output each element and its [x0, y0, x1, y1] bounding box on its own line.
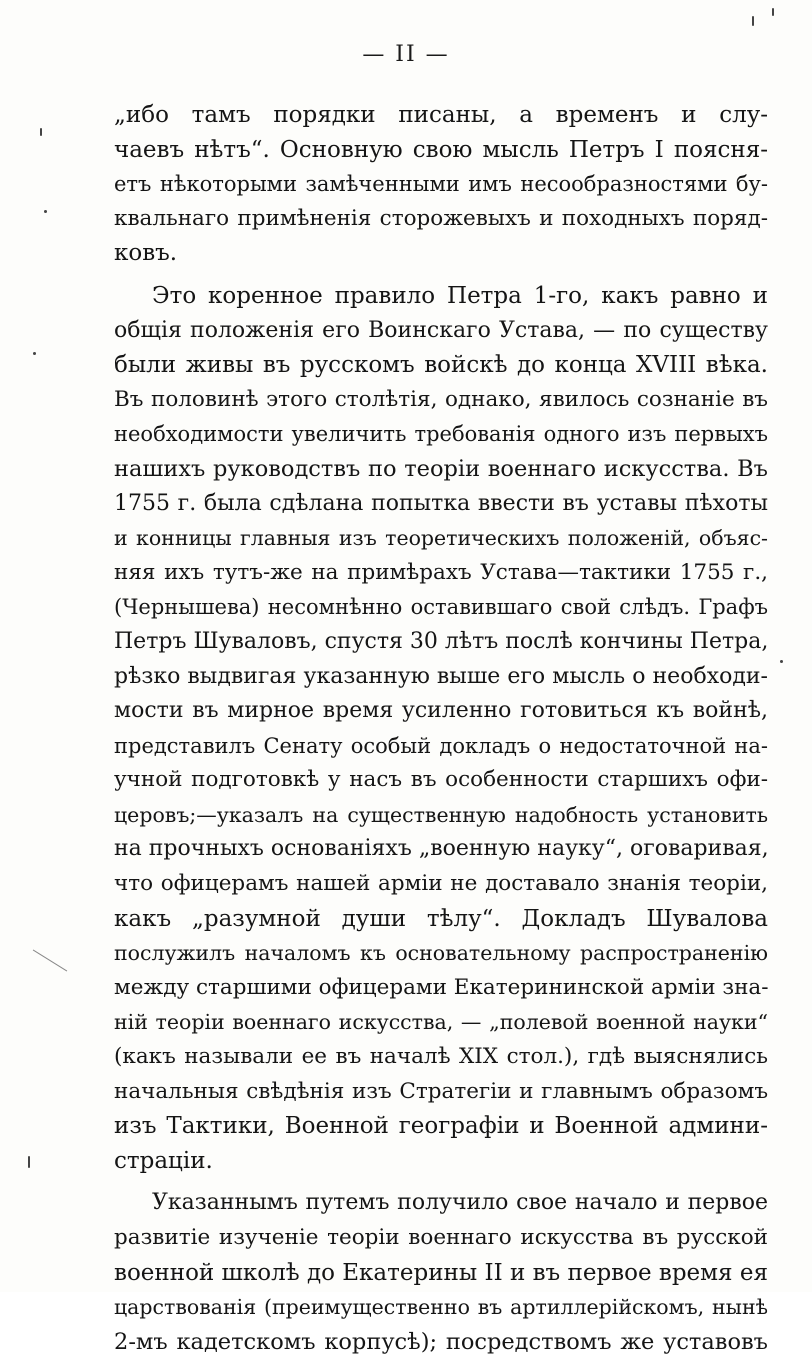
text-line: Указаннымъ путемъ получило свое начало и первое — [152, 1190, 768, 1216]
scan-speck — [40, 128, 42, 136]
text-line: рѣзко выдвигая указанную выше его мысль о необходи- — [114, 663, 768, 689]
text-line: Петръ Шуваловъ, спустя 30 лѣтъ послѣ кончины Петра, — [114, 628, 769, 654]
text-line: что офицерамъ нашей арміи не доставало знанія теоріи, — [114, 871, 768, 897]
scan-speck — [44, 210, 47, 213]
text-line: общія положенія его Воинскаго Устава, — по существу — [114, 317, 768, 343]
text-line: квальнаго примѣненія сторожевыхъ и походныхъ поряд- — [114, 205, 768, 231]
text-line: военной школѣ до Екатерины II и въ первое время ея — [114, 1259, 768, 1286]
text-line: (Чернышева) несомнѣнно оставившаго свой слѣдъ. Графъ — [114, 595, 768, 620]
body-text — [114, 98, 768, 1359]
text-line: мости въ мирное время усиленно готовиться къ войнѣ, — [114, 698, 768, 724]
text-line: необходимости увеличить требованія одного изъ первыхъ — [114, 422, 768, 447]
paragraph — [114, 98, 768, 271]
text-line: страціи. — [114, 1147, 213, 1174]
text-line: 1755 г. была сдѣлана попытка ввести въ уставы пѣхоты — [114, 490, 768, 516]
text-line: начальныя свѣдѣнія изъ Стратегіи и главнымъ образомъ — [114, 1078, 768, 1104]
scan-speck — [33, 352, 36, 355]
scan-speck — [780, 660, 783, 663]
text-line: между старшими офицерами Екатерининской арміи зна- — [114, 974, 769, 1000]
text-line: Въ половинѣ этого столѣтія, однако, явилось сознаніе въ — [114, 386, 768, 412]
scan-speck — [752, 16, 754, 26]
text-line: ковъ. — [114, 240, 178, 267]
text-line: няя ихъ тутъ-же на примѣрахъ Устава—тактики 1755 г., — [114, 559, 768, 585]
text-line: етъ нѣкоторыми замѣченными имъ несообразностями бу- — [114, 172, 768, 197]
text-line: какъ „разумной души тѣлу“. Докладъ Шувалова — [114, 905, 768, 932]
scan-speck — [772, 8, 774, 16]
paragraph — [114, 279, 768, 1178]
text-line: изъ Тактики, Военной географіи и Военной админи- — [114, 1113, 768, 1140]
text-line: послужилъ началомъ къ основательному распространенію — [114, 941, 768, 966]
text-line: чаевъ нѣтъ“. Основную свою мысль Петръ I поясня- — [114, 136, 768, 163]
text-line: нашихъ руководствъ по теоріи военнаго искусства. Въ — [114, 455, 768, 482]
text-line: „ибо тамъ порядки писаны, а временъ и слу- — [114, 102, 768, 128]
text-line: на прочныхъ основаніяхъ „военную науку“, оговаривая, — [114, 836, 769, 862]
paragraph — [114, 1186, 768, 1359]
text-line: учной подготовкѣ у насъ въ особенности старшихъ офи- — [114, 767, 768, 793]
text-line: ній теоріи военнаго искусства, — „полевой военной науки“ — [114, 1010, 768, 1035]
scan-speck — [33, 949, 67, 971]
page-number: — II — — [362, 42, 450, 67]
text-line: 2-мъ кадетскомъ корпусѣ); посредствомъ же уставовъ — [114, 1328, 768, 1355]
scan-speck — [28, 1156, 30, 1168]
text-line: церовъ;—указалъ на существенную надобность установить — [114, 802, 768, 827]
text-line: представилъ Сенату особый докладъ о недостаточной на- — [114, 733, 768, 758]
text-line: были живы въ русскомъ войскѣ до конца XVIII вѣка. — [114, 352, 768, 379]
text-line: царствованія (преимущественно въ артиллерійскомъ, нынѣ — [114, 1295, 768, 1320]
text-line: развитіе изученіе теоріи военнаго искусства въ русской — [114, 1225, 768, 1250]
text-line: Это коренное правило Петра 1-го, какъ равно и — [152, 282, 768, 309]
text-line: (какъ называли ее въ началѣ XIX стол.), гдѣ выяснялись — [114, 1044, 768, 1070]
text-line: и конницы главныя изъ теоретическихъ положеній, объяс- — [114, 526, 768, 551]
